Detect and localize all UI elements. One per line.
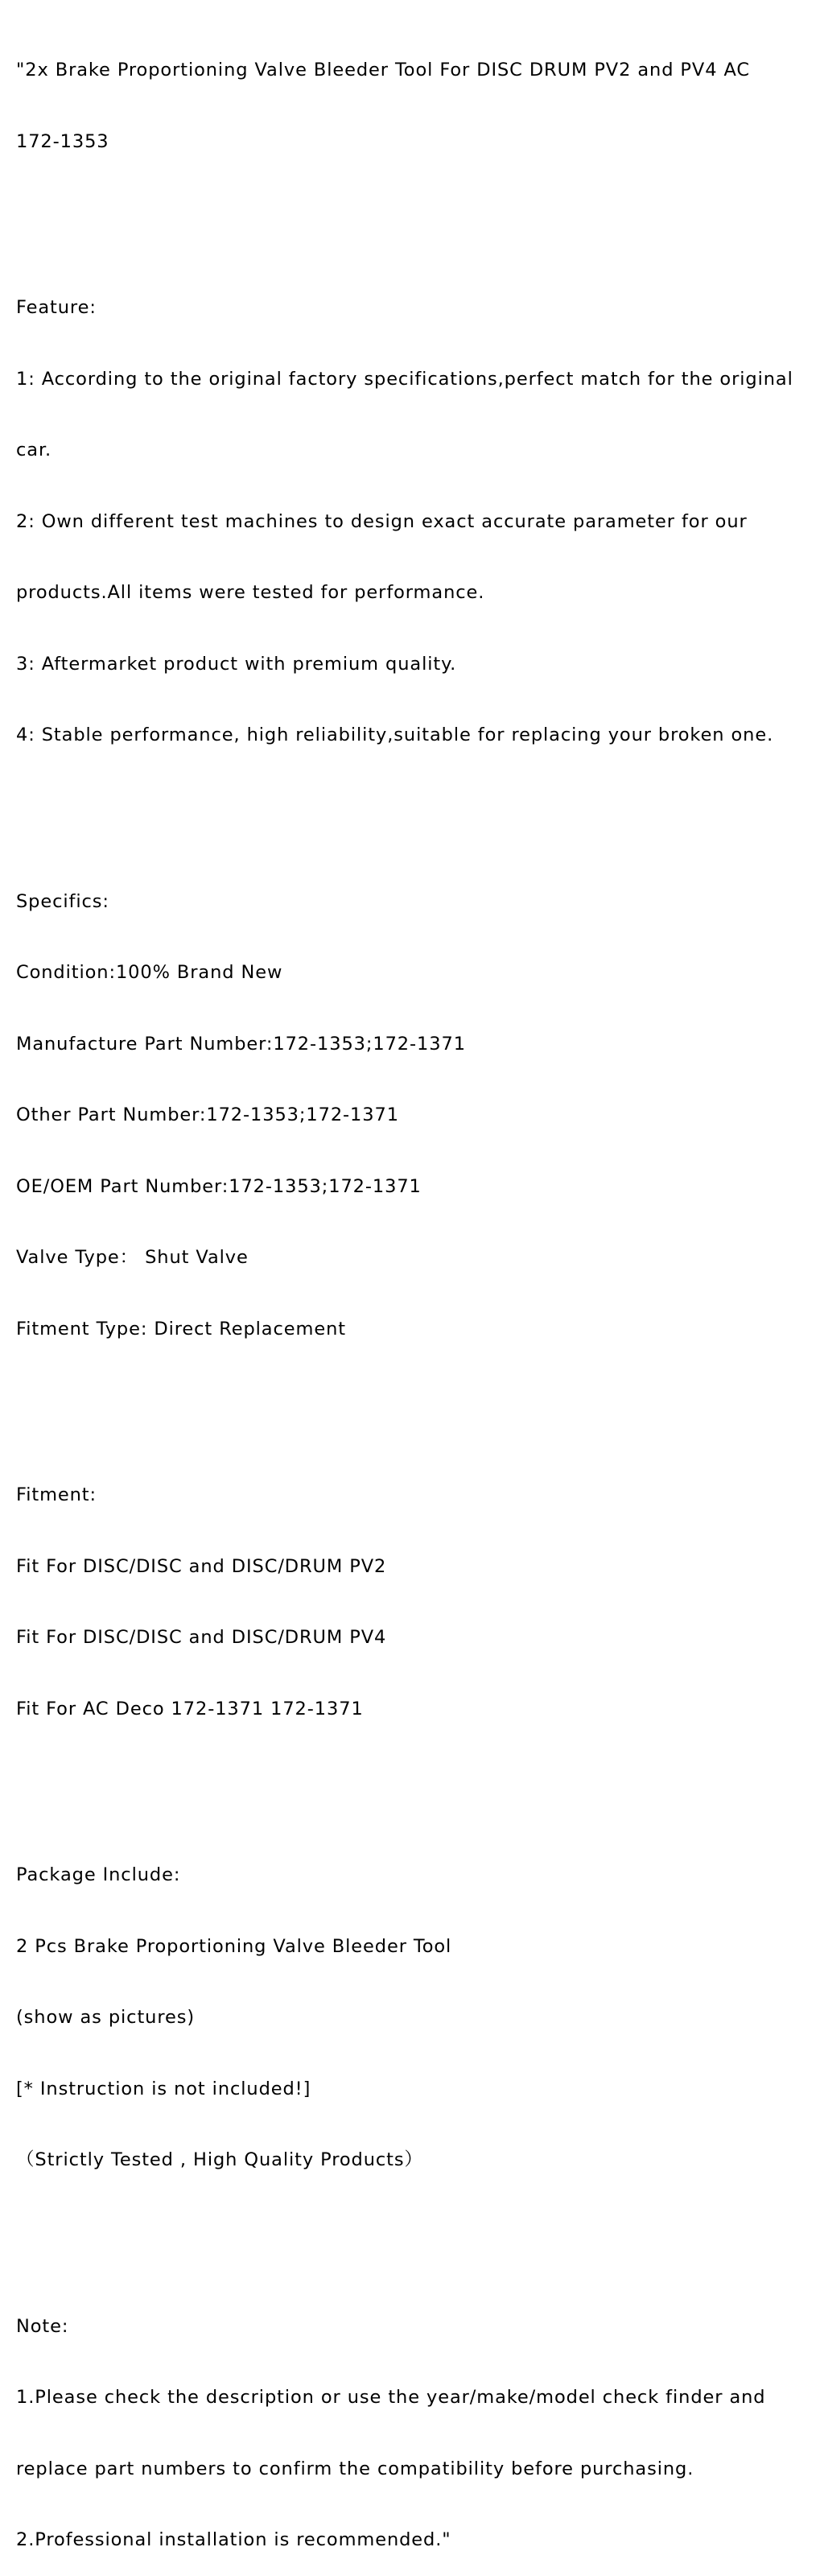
spacer xyxy=(16,2220,813,2244)
package-line: 2 Pcs Brake Proportioning Valve Bleeder Tool xyxy=(16,1935,452,1957)
specifics-line: OE/OEM Part Number:172-1353;172-1371 xyxy=(16,1175,422,1197)
package-line: [* Instruction is not included!] xyxy=(16,2078,311,2099)
spacer xyxy=(16,1769,813,1793)
spacer xyxy=(16,201,813,225)
specifics-line: Other Part Number:172-1353;172-1371 xyxy=(16,1104,399,1125)
title-line-2: 172-1353 xyxy=(16,130,109,152)
specifics-line: Fitment Type: Direct Replacement xyxy=(16,1318,346,1340)
package-line: (show as pictures) xyxy=(16,2007,196,2028)
fitment-line: Fit For AC Deco 172-1371 172-1371 xyxy=(16,1698,364,1719)
feature-line: 3: Aftermarket product with premium quality. xyxy=(16,653,457,675)
specifics-heading: Specifics: xyxy=(16,890,109,912)
note-heading: Note: xyxy=(16,2315,69,2337)
fitment-heading: Fitment: xyxy=(16,1484,97,1505)
specifics-line: Condition:100% Brand New xyxy=(16,962,283,983)
feature-line: 4: Stable performance, high reliability,suitable for replacing your broken one. xyxy=(16,724,774,745)
package-heading: Package Include: xyxy=(16,1864,181,1885)
feature-heading: Feature: xyxy=(16,297,97,318)
spacer xyxy=(16,795,813,819)
specifics-line: Valve Type： Shut Valve xyxy=(16,1247,249,1268)
feature-line: 2: Own different test machines to design exact accurate parameter for our xyxy=(16,510,748,532)
fitment-line: Fit For DISC/DISC and DISC/DRUM PV2 xyxy=(16,1555,387,1577)
spacer xyxy=(16,1389,813,1413)
fitment-line: Fit For DISC/DISC and DISC/DRUM PV4 xyxy=(16,1627,387,1648)
product-description xyxy=(16,11,813,2576)
specifics-line: Manufacture Part Number:172-1353;172-1371 xyxy=(16,1033,466,1055)
note-line: 1.Please check the description or use the year/make/model check finder and xyxy=(16,2387,766,2408)
note-line: 2.Professional installation is recommended." xyxy=(16,2529,451,2550)
package-line: （Strictly Tested , High Quality Products） xyxy=(16,2149,423,2170)
feature-line: car. xyxy=(16,440,52,460)
note-line: replace part numbers to confirm the compatibility before purchasing. xyxy=(16,2458,694,2479)
feature-line: 1: According to the original factory specifications,perfect match for the original xyxy=(16,368,793,390)
feature-line: products.All items were tested for performance. xyxy=(16,582,485,603)
title-line-1: "2x Brake Proportioning Valve Bleeder Tool For DISC DRUM PV2 and PV4 AC xyxy=(16,60,750,80)
